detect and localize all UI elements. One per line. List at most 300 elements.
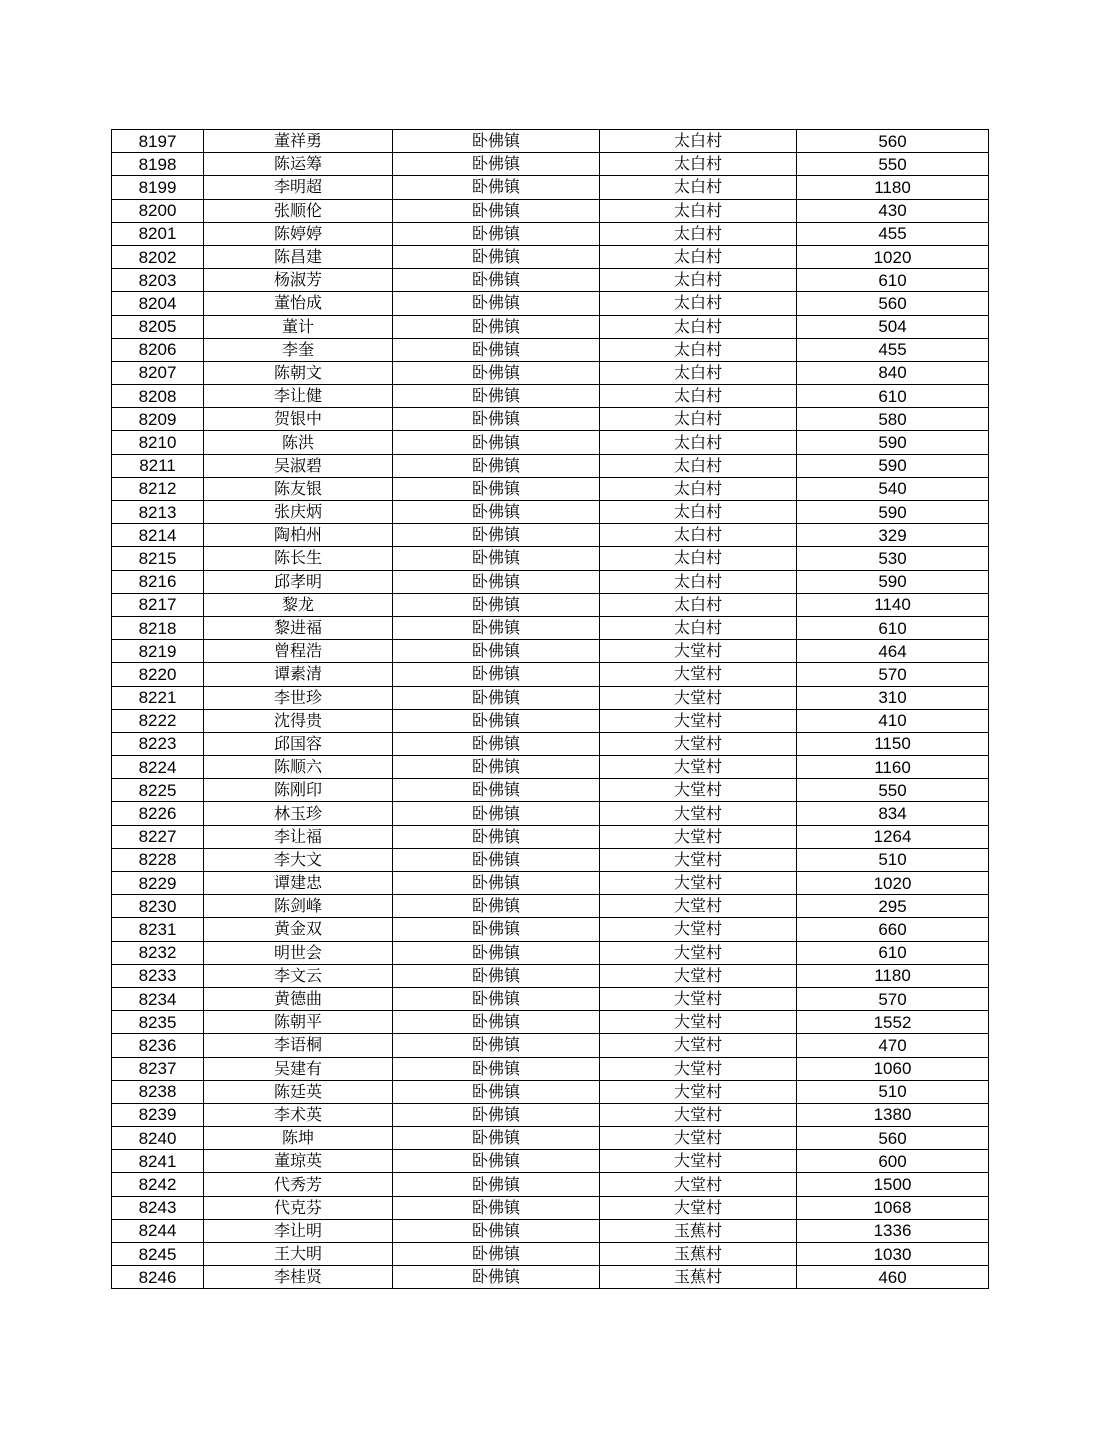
row-number-cell: 8231: [112, 918, 204, 941]
name-cell: 李让健: [204, 385, 393, 408]
table-row: [112, 1243, 989, 1266]
row-number-cell: 8228: [112, 848, 204, 871]
name-cell: 陈朝文: [204, 361, 393, 384]
name-cell: 陈婷婷: [204, 222, 393, 245]
amount-cell: 1030: [797, 1243, 989, 1266]
row-number-cell: 8240: [112, 1127, 204, 1150]
row-number-cell: 8208: [112, 385, 204, 408]
town-cell: 卧佛镇: [393, 663, 600, 686]
town-cell: 卧佛镇: [393, 1219, 600, 1242]
row-number-cell: 8212: [112, 477, 204, 500]
amount-cell: 504: [797, 315, 989, 338]
name-cell: 吴建有: [204, 1057, 393, 1080]
town-cell: 卧佛镇: [393, 918, 600, 941]
town-cell: 卧佛镇: [393, 709, 600, 732]
amount-cell: 455: [797, 222, 989, 245]
name-cell: 陶柏州: [204, 524, 393, 547]
row-number-cell: 8236: [112, 1034, 204, 1057]
name-cell: 陈坤: [204, 1127, 393, 1150]
village-cell: 大堂村: [600, 895, 797, 918]
table-row: [112, 825, 989, 848]
table-row: [112, 756, 989, 779]
amount-cell: 1336: [797, 1219, 989, 1242]
table-row: [112, 524, 989, 547]
table-row: [112, 779, 989, 802]
table-row: [112, 477, 989, 500]
town-cell: 卧佛镇: [393, 245, 600, 268]
village-cell: 太白村: [600, 199, 797, 222]
town-cell: 卧佛镇: [393, 1266, 600, 1289]
table-row: [112, 153, 989, 176]
row-number-cell: 8241: [112, 1150, 204, 1173]
table-row: [112, 1266, 989, 1289]
amount-cell: 1140: [797, 593, 989, 616]
town-cell: 卧佛镇: [393, 477, 600, 500]
row-number-cell: 8202: [112, 245, 204, 268]
row-number-cell: 8225: [112, 779, 204, 802]
amount-cell: 510: [797, 1080, 989, 1103]
row-number-cell: 8210: [112, 431, 204, 454]
town-cell: 卧佛镇: [393, 292, 600, 315]
town-cell: 卧佛镇: [393, 153, 600, 176]
row-number-cell: 8216: [112, 570, 204, 593]
row-number-cell: 8234: [112, 987, 204, 1010]
amount-cell: 1060: [797, 1057, 989, 1080]
row-number-cell: 8246: [112, 1266, 204, 1289]
town-cell: 卧佛镇: [393, 964, 600, 987]
village-cell: 大堂村: [600, 825, 797, 848]
town-cell: 卧佛镇: [393, 338, 600, 361]
row-number-cell: 8242: [112, 1173, 204, 1196]
row-number-cell: 8219: [112, 640, 204, 663]
amount-cell: 410: [797, 709, 989, 732]
amount-cell: 470: [797, 1034, 989, 1057]
town-cell: 卧佛镇: [393, 176, 600, 199]
amount-cell: 590: [797, 570, 989, 593]
town-cell: 卧佛镇: [393, 199, 600, 222]
village-cell: 大堂村: [600, 1196, 797, 1219]
row-number-cell: 8201: [112, 222, 204, 245]
name-cell: 杨淑芳: [204, 269, 393, 292]
village-cell: 大堂村: [600, 941, 797, 964]
village-cell: 大堂村: [600, 1127, 797, 1150]
town-cell: 卧佛镇: [393, 779, 600, 802]
name-cell: 谭素清: [204, 663, 393, 686]
table-row: [112, 1080, 989, 1103]
town-cell: 卧佛镇: [393, 1103, 600, 1126]
name-cell: 陈洪: [204, 431, 393, 454]
town-cell: 卧佛镇: [393, 825, 600, 848]
amount-cell: 610: [797, 941, 989, 964]
name-cell: 李文云: [204, 964, 393, 987]
amount-cell: 610: [797, 616, 989, 639]
village-cell: 太白村: [600, 477, 797, 500]
name-cell: 李奎: [204, 338, 393, 361]
village-cell: 大堂村: [600, 802, 797, 825]
table-row: [112, 292, 989, 315]
row-number-cell: 8209: [112, 408, 204, 431]
row-number-cell: 8224: [112, 756, 204, 779]
town-cell: 卧佛镇: [393, 385, 600, 408]
village-cell: 大堂村: [600, 779, 797, 802]
name-cell: 黎龙: [204, 593, 393, 616]
amount-cell: 1068: [797, 1196, 989, 1219]
village-cell: 太白村: [600, 245, 797, 268]
data-table: [111, 129, 989, 1289]
table-row: [112, 501, 989, 524]
name-cell: 陈运筹: [204, 153, 393, 176]
town-cell: 卧佛镇: [393, 987, 600, 1010]
row-number-cell: 8239: [112, 1103, 204, 1126]
amount-cell: 570: [797, 663, 989, 686]
row-number-cell: 8235: [112, 1011, 204, 1034]
row-number-cell: 8199: [112, 176, 204, 199]
table-row: [112, 1127, 989, 1150]
village-cell: 太白村: [600, 501, 797, 524]
village-cell: 太白村: [600, 222, 797, 245]
table-row: [112, 663, 989, 686]
name-cell: 董祥勇: [204, 130, 393, 153]
amount-cell: 1380: [797, 1103, 989, 1126]
village-cell: 大堂村: [600, 848, 797, 871]
village-cell: 太白村: [600, 547, 797, 570]
table-row: [112, 964, 989, 987]
table-row: [112, 245, 989, 268]
row-number-cell: 8207: [112, 361, 204, 384]
table-row: [112, 454, 989, 477]
table-row: [112, 1196, 989, 1219]
town-cell: 卧佛镇: [393, 686, 600, 709]
table-row: [112, 1150, 989, 1173]
town-cell: 卧佛镇: [393, 315, 600, 338]
town-cell: 卧佛镇: [393, 593, 600, 616]
row-number-cell: 8223: [112, 732, 204, 755]
amount-cell: 510: [797, 848, 989, 871]
table-row: [112, 918, 989, 941]
amount-cell: 660: [797, 918, 989, 941]
town-cell: 卧佛镇: [393, 802, 600, 825]
town-cell: 卧佛镇: [393, 130, 600, 153]
town-cell: 卧佛镇: [393, 431, 600, 454]
village-cell: 大堂村: [600, 1080, 797, 1103]
table-row: [112, 1057, 989, 1080]
amount-cell: 1180: [797, 176, 989, 199]
town-cell: 卧佛镇: [393, 872, 600, 895]
town-cell: 卧佛镇: [393, 1243, 600, 1266]
name-cell: 曾程浩: [204, 640, 393, 663]
amount-cell: 550: [797, 779, 989, 802]
row-number-cell: 8226: [112, 802, 204, 825]
row-number-cell: 8232: [112, 941, 204, 964]
table-row: [112, 640, 989, 663]
table-row: [112, 848, 989, 871]
name-cell: 李让明: [204, 1219, 393, 1242]
amount-cell: 430: [797, 199, 989, 222]
name-cell: 李明超: [204, 176, 393, 199]
amount-cell: 590: [797, 431, 989, 454]
table-row: [112, 941, 989, 964]
amount-cell: 464: [797, 640, 989, 663]
table-row: [112, 1034, 989, 1057]
amount-cell: 1264: [797, 825, 989, 848]
name-cell: 董计: [204, 315, 393, 338]
amount-cell: 1180: [797, 964, 989, 987]
amount-cell: 550: [797, 153, 989, 176]
table-row: [112, 130, 989, 153]
table-row: [112, 269, 989, 292]
village-cell: 太白村: [600, 292, 797, 315]
town-cell: 卧佛镇: [393, 1173, 600, 1196]
name-cell: 明世会: [204, 941, 393, 964]
row-number-cell: 8245: [112, 1243, 204, 1266]
town-cell: 卧佛镇: [393, 1127, 600, 1150]
village-cell: 太白村: [600, 130, 797, 153]
name-cell: 李世珍: [204, 686, 393, 709]
row-number-cell: 8230: [112, 895, 204, 918]
name-cell: 黄金双: [204, 918, 393, 941]
town-cell: 卧佛镇: [393, 616, 600, 639]
village-cell: 大堂村: [600, 1057, 797, 1080]
name-cell: 林玉珍: [204, 802, 393, 825]
amount-cell: 610: [797, 385, 989, 408]
amount-cell: 540: [797, 477, 989, 500]
name-cell: 陈友银: [204, 477, 393, 500]
amount-cell: 329: [797, 524, 989, 547]
row-number-cell: 8205: [112, 315, 204, 338]
village-cell: 玉蕉村: [600, 1266, 797, 1289]
town-cell: 卧佛镇: [393, 1057, 600, 1080]
name-cell: 黎进福: [204, 616, 393, 639]
row-number-cell: 8243: [112, 1196, 204, 1219]
village-cell: 大堂村: [600, 1150, 797, 1173]
amount-cell: 560: [797, 1127, 989, 1150]
name-cell: 代克芬: [204, 1196, 393, 1219]
village-cell: 大堂村: [600, 1103, 797, 1126]
village-cell: 太白村: [600, 385, 797, 408]
row-number-cell: 8227: [112, 825, 204, 848]
name-cell: 李让福: [204, 825, 393, 848]
row-number-cell: 8215: [112, 547, 204, 570]
table-row: [112, 547, 989, 570]
village-cell: 大堂村: [600, 756, 797, 779]
amount-cell: 560: [797, 292, 989, 315]
amount-cell: 1160: [797, 756, 989, 779]
village-cell: 大堂村: [600, 987, 797, 1010]
name-cell: 邱国容: [204, 732, 393, 755]
amount-cell: 1020: [797, 245, 989, 268]
table-row: [112, 1103, 989, 1126]
name-cell: 李桂贤: [204, 1266, 393, 1289]
table-row: [112, 709, 989, 732]
amount-cell: 840: [797, 361, 989, 384]
name-cell: 陈刚印: [204, 779, 393, 802]
name-cell: 张顺伦: [204, 199, 393, 222]
row-number-cell: 8238: [112, 1080, 204, 1103]
table-row: [112, 593, 989, 616]
village-cell: 太白村: [600, 570, 797, 593]
amount-cell: 1500: [797, 1173, 989, 1196]
name-cell: 陈剑峰: [204, 895, 393, 918]
table-row: [112, 732, 989, 755]
amount-cell: 455: [797, 338, 989, 361]
village-cell: 大堂村: [600, 1034, 797, 1057]
village-cell: 太白村: [600, 454, 797, 477]
table-row: [112, 1011, 989, 1034]
table-row: [112, 987, 989, 1010]
amount-cell: 1020: [797, 872, 989, 895]
table-row: [112, 1173, 989, 1196]
name-cell: 邱孝明: [204, 570, 393, 593]
row-number-cell: 8214: [112, 524, 204, 547]
name-cell: 李术英: [204, 1103, 393, 1126]
name-cell: 黄德曲: [204, 987, 393, 1010]
town-cell: 卧佛镇: [393, 501, 600, 524]
town-cell: 卧佛镇: [393, 941, 600, 964]
village-cell: 太白村: [600, 524, 797, 547]
table-row: [112, 222, 989, 245]
row-number-cell: 8221: [112, 686, 204, 709]
amount-cell: 580: [797, 408, 989, 431]
town-cell: 卧佛镇: [393, 1034, 600, 1057]
row-number-cell: 8220: [112, 663, 204, 686]
amount-cell: 1552: [797, 1011, 989, 1034]
town-cell: 卧佛镇: [393, 547, 600, 570]
amount-cell: 295: [797, 895, 989, 918]
amount-cell: 530: [797, 547, 989, 570]
town-cell: 卧佛镇: [393, 1080, 600, 1103]
row-number-cell: 8217: [112, 593, 204, 616]
village-cell: 太白村: [600, 616, 797, 639]
amount-cell: 834: [797, 802, 989, 825]
table-row: [112, 361, 989, 384]
amount-cell: 460: [797, 1266, 989, 1289]
amount-cell: 560: [797, 130, 989, 153]
name-cell: 贺银中: [204, 408, 393, 431]
row-number-cell: 8222: [112, 709, 204, 732]
name-cell: 陈长生: [204, 547, 393, 570]
table-row: [112, 686, 989, 709]
amount-cell: 600: [797, 1150, 989, 1173]
village-cell: 太白村: [600, 361, 797, 384]
row-number-cell: 8198: [112, 153, 204, 176]
town-cell: 卧佛镇: [393, 1196, 600, 1219]
table-row: [112, 385, 989, 408]
table-row: [112, 570, 989, 593]
village-cell: 大堂村: [600, 732, 797, 755]
town-cell: 卧佛镇: [393, 1150, 600, 1173]
town-cell: 卧佛镇: [393, 1011, 600, 1034]
table-row: [112, 616, 989, 639]
amount-cell: 590: [797, 501, 989, 524]
table-row: [112, 338, 989, 361]
village-cell: 太白村: [600, 431, 797, 454]
row-number-cell: 8203: [112, 269, 204, 292]
name-cell: 王大明: [204, 1243, 393, 1266]
table-row: [112, 872, 989, 895]
name-cell: 沈得贵: [204, 709, 393, 732]
town-cell: 卧佛镇: [393, 732, 600, 755]
name-cell: 张庆炳: [204, 501, 393, 524]
village-cell: 大堂村: [600, 1173, 797, 1196]
village-cell: 大堂村: [600, 1011, 797, 1034]
village-cell: 大堂村: [600, 663, 797, 686]
amount-cell: 1150: [797, 732, 989, 755]
town-cell: 卧佛镇: [393, 848, 600, 871]
table-row: [112, 199, 989, 222]
name-cell: 李大文: [204, 848, 393, 871]
amount-cell: 310: [797, 686, 989, 709]
village-cell: 太白村: [600, 176, 797, 199]
town-cell: 卧佛镇: [393, 408, 600, 431]
table-row: [112, 895, 989, 918]
row-number-cell: 8213: [112, 501, 204, 524]
town-cell: 卧佛镇: [393, 640, 600, 663]
town-cell: 卧佛镇: [393, 222, 600, 245]
row-number-cell: 8237: [112, 1057, 204, 1080]
village-cell: 玉蕉村: [600, 1219, 797, 1242]
village-cell: 大堂村: [600, 640, 797, 663]
table-body: [112, 130, 989, 1289]
row-number-cell: 8206: [112, 338, 204, 361]
village-cell: 太白村: [600, 269, 797, 292]
village-cell: 太白村: [600, 153, 797, 176]
table-row: [112, 802, 989, 825]
village-cell: 太白村: [600, 593, 797, 616]
table-row: [112, 176, 989, 199]
village-cell: 太白村: [600, 408, 797, 431]
name-cell: 陈廷英: [204, 1080, 393, 1103]
village-cell: 大堂村: [600, 918, 797, 941]
amount-cell: 590: [797, 454, 989, 477]
row-number-cell: 8244: [112, 1219, 204, 1242]
table-row: [112, 315, 989, 338]
name-cell: 代秀芳: [204, 1173, 393, 1196]
town-cell: 卧佛镇: [393, 269, 600, 292]
village-cell: 大堂村: [600, 872, 797, 895]
amount-cell: 570: [797, 987, 989, 1010]
village-cell: 大堂村: [600, 964, 797, 987]
name-cell: 谭建忠: [204, 872, 393, 895]
village-cell: 太白村: [600, 338, 797, 361]
row-number-cell: 8197: [112, 130, 204, 153]
name-cell: 李语桐: [204, 1034, 393, 1057]
name-cell: 陈昌建: [204, 245, 393, 268]
row-number-cell: 8204: [112, 292, 204, 315]
table-row: [112, 1219, 989, 1242]
table-row: [112, 408, 989, 431]
name-cell: 陈顺六: [204, 756, 393, 779]
village-cell: 大堂村: [600, 686, 797, 709]
row-number-cell: 8218: [112, 616, 204, 639]
town-cell: 卧佛镇: [393, 895, 600, 918]
name-cell: 陈朝平: [204, 1011, 393, 1034]
row-number-cell: 8229: [112, 872, 204, 895]
amount-cell: 610: [797, 269, 989, 292]
row-number-cell: 8233: [112, 964, 204, 987]
village-cell: 玉蕉村: [600, 1243, 797, 1266]
table-row: [112, 431, 989, 454]
row-number-cell: 8200: [112, 199, 204, 222]
town-cell: 卧佛镇: [393, 524, 600, 547]
row-number-cell: 8211: [112, 454, 204, 477]
name-cell: 董琼英: [204, 1150, 393, 1173]
name-cell: 董怡成: [204, 292, 393, 315]
name-cell: 吴淑碧: [204, 454, 393, 477]
town-cell: 卧佛镇: [393, 570, 600, 593]
town-cell: 卧佛镇: [393, 361, 600, 384]
village-cell: 太白村: [600, 315, 797, 338]
town-cell: 卧佛镇: [393, 454, 600, 477]
